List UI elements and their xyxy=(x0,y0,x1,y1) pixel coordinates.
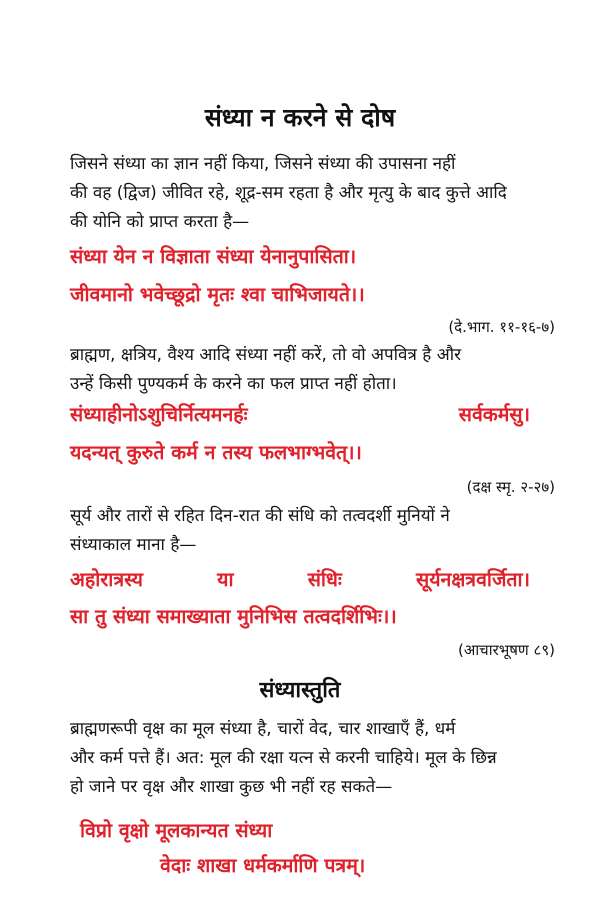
paragraph-line: संध्याकाल माना है— xyxy=(70,535,197,555)
verse-3-line-1-part-2: या xyxy=(217,568,234,591)
verse-3-line-1-part-1: अहोरात्रस्य xyxy=(70,568,143,591)
reference-1: (दे.भाग. ११-१६-७) xyxy=(448,318,555,336)
paragraph-2 xyxy=(70,341,558,399)
verse-3-line-2: सा तु संध्या समाख्याता मुनिभिस तत्वदर्शिभिः।। xyxy=(70,605,397,628)
verse-2-line-2: यदन्यत् कुरुते कर्म न तस्य फलभाग्भवेत्।। xyxy=(70,441,362,464)
paragraph-4 xyxy=(70,715,558,802)
paragraph-line: सूर्य और तारों से रहित दिन-रात की संधि को तत्वदर्शी मुनियों ने xyxy=(70,506,450,526)
paragraph-line: की योनि को प्राप्त करता है— xyxy=(70,212,250,232)
reference-3: (आचारभूषण ८९) xyxy=(457,641,555,659)
section-title: संध्या न करने से दोष xyxy=(204,103,396,132)
paragraph-line: जिसने संध्या का ज्ञान नहीं किया, जिसने संध्या की उपासना नहीं xyxy=(70,154,456,174)
verse-3-line-1 xyxy=(70,567,530,593)
verse-3-line-1-part-3: संधिः xyxy=(307,568,342,591)
verse-2-line-1-part-1: संध्याहीनोऽशुचिर्नित्यमनर्हः xyxy=(70,403,248,426)
verse-1-line-2: जीवमानो भवेच्छूद्रो मृतः श्वा चाभिजायते।। xyxy=(70,283,365,306)
paragraph-line: ब्राह्मणरूपी वृक्ष का मूल संध्या है, चारों वेद, चार शाखाएँ हैं, धर्म xyxy=(70,719,456,739)
paragraph-3 xyxy=(70,502,558,560)
paragraph-1 xyxy=(70,150,558,237)
section-title: संध्यास्तुति xyxy=(259,678,341,703)
verse-3-line-1-part-4: सूर्यनक्षत्रवर्जिता। xyxy=(416,568,530,591)
paragraph-line: उन्हें किसी पुण्यकर्म के करने का फल प्राप्त नहीं होता। xyxy=(70,374,397,394)
paragraph-line: हो जाने पर वृक्ष और शाखा कुछ भी नहीं रह सकते— xyxy=(70,777,393,797)
reference-2: (दक्ष स्मृ. २-२७) xyxy=(466,478,555,496)
verse-2-line-1-part-2: सर्वकर्मसु। xyxy=(458,403,530,426)
paragraph-line: की वह (द्विज) जीवित रहे, शूद्र-सम रहता है और मृत्यु के बाद कुत्ते आदि xyxy=(70,183,507,203)
paragraph-line: और कर्म पत्ते हैं। अत: मूल की रक्षा यत्न से करनी चाहिये। मूल के छिन्न xyxy=(70,748,497,768)
paragraph-line: ब्राह्मण, क्षत्रिय, वैश्य आदि संध्या नहीं करें, तो वो अपवित्र है और xyxy=(70,345,462,365)
verse-4-line-1: विप्रो वृक्षो मूलकान्यत संध्या xyxy=(80,819,273,842)
verse-1-line-1: संध्या येन न विज्ञाता संध्या येनानुपासिता। xyxy=(70,245,357,268)
verse-4-line-2: वेदाः शाखा धर्मकर्माणि पत्रम्। xyxy=(160,854,366,877)
verse-2-line-1 xyxy=(70,402,530,428)
